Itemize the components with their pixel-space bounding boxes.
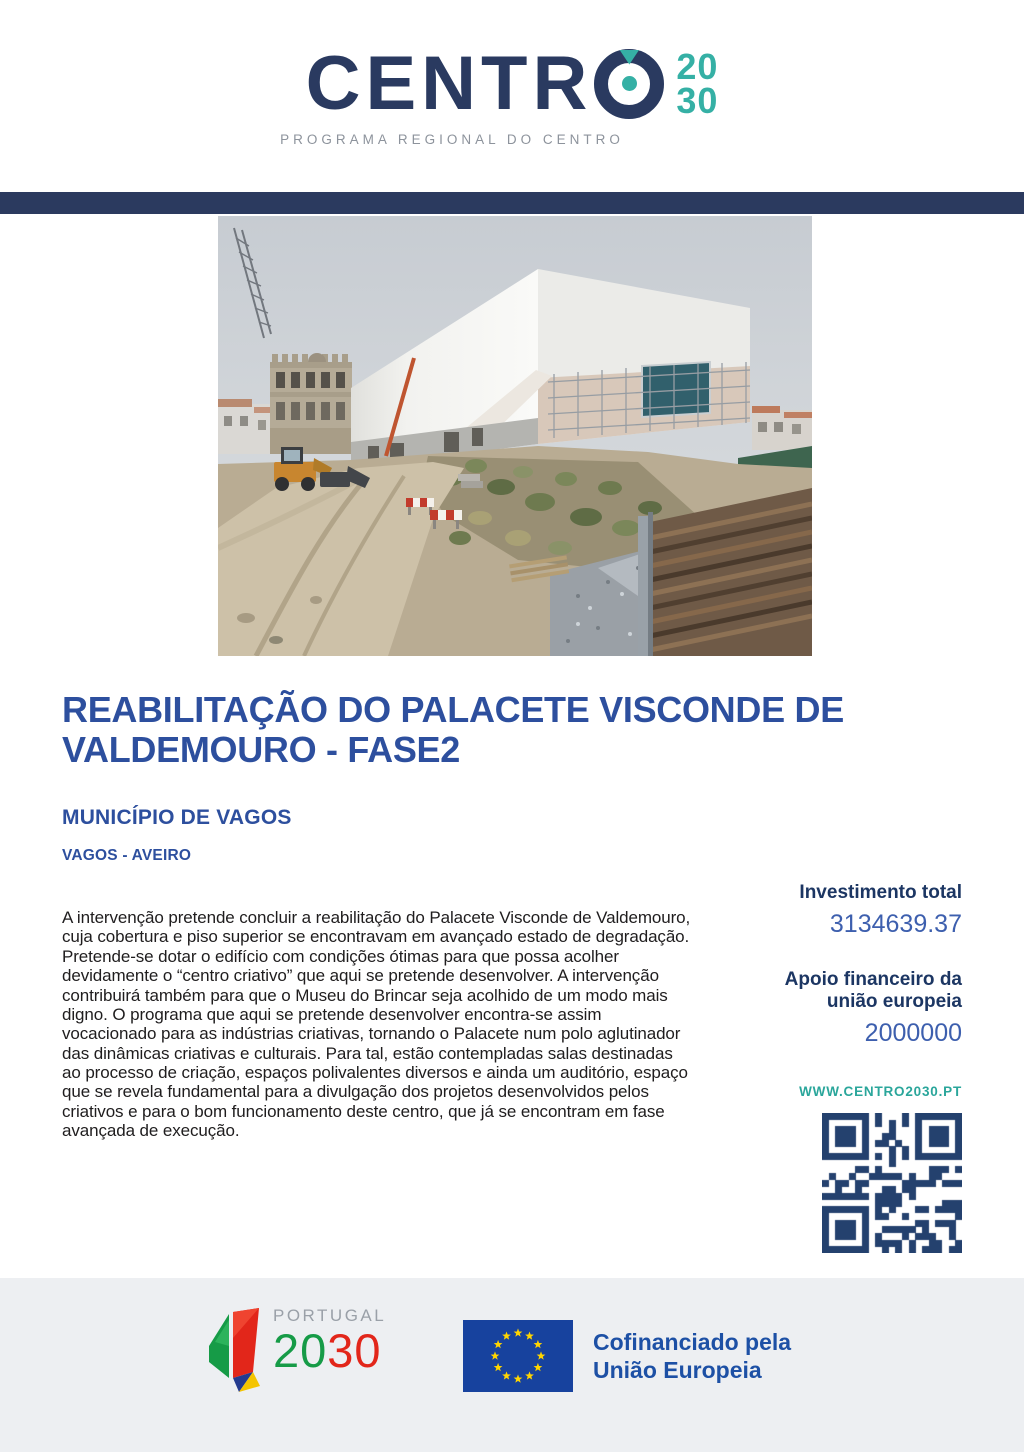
centro2030-logo	[305, 40, 719, 126]
logo-o-wedge-icon	[619, 50, 639, 65]
eu-support-label: Apoio financeiro da união europeia	[784, 969, 962, 1012]
website-link[interactable]: WWW.CENTRO2030.PT	[799, 1083, 962, 1099]
project-photo	[218, 216, 812, 656]
eu-cofinancing	[463, 1320, 813, 1392]
palacete-ruin	[270, 353, 352, 454]
eu-cofinancing-label: Cofinanciado pela União Europeia	[593, 1328, 792, 1383]
logo-o-dot-icon	[622, 76, 637, 91]
logo-wordmark: CENTR	[305, 40, 593, 126]
header	[0, 0, 1024, 192]
portugal-year-30: 30	[327, 1324, 382, 1377]
footer	[0, 1278, 1024, 1452]
investment-label: Investimento total	[799, 882, 962, 903]
eu-support-value: 2000000	[864, 1018, 962, 1047]
logo-years	[676, 46, 719, 121]
portugal2030-mark-icon	[205, 1306, 261, 1398]
eu-flag-icon	[463, 1320, 573, 1392]
logo-tagline: PROGRAMA REGIONAL DO CENTRO	[280, 131, 624, 147]
funding-sidebar	[682, 882, 962, 1253]
project-title: REABILITAÇÃO DO PALACETE VISCONDE DE VALDEMOURO - FASE2	[62, 689, 844, 771]
portugal-year-20: 20	[273, 1324, 328, 1377]
logo-o-ring-icon	[594, 49, 664, 119]
qr-code	[822, 1113, 962, 1253]
investment-value: 3134639.37	[829, 910, 962, 939]
beneficiary: MUNICÍPIO DE VAGOS	[62, 806, 292, 829]
divider-bar	[0, 192, 1024, 214]
portugal-year	[273, 1326, 386, 1375]
portugal2030-logo	[205, 1306, 386, 1398]
portugal-label: PORTUGAL	[273, 1306, 387, 1325]
logo-year-top: 20	[676, 46, 719, 88]
main-content	[0, 214, 1024, 1278]
project-description: A intervenção pretende concluir a reabilitação do Palacete Visconde de Valdemouro, cuja cobertura e piso superior se encontravam em avançado estado de degradação. Pretende-se dotar o edifício com condições ótimas para que possa acolher devidamente o “centro criativo” que aqui se pretende desenvolver. A intervenção contribuirá também para que o Museu do Brincar seja acolhido de um modo mais digno. O programa que aqui se pretende desenvolver encontra-se assim vocacionado para as indústrias criativas, tornando o Palacete num polo aglutinador das dinâmicas criativas e culturais. Para tal, estão contempladas salas destinadas ao processo de criação, espaços polivalentes diversos e ainda um auditório, espaço que se revela fundamental para a divulgação dos projetos desenvolvidos pelos criativos e para o bom funcionamento deste centro, que já se encontram em fase avançada de execução.	[62, 908, 691, 1141]
logo-year-bottom: 30	[676, 79, 719, 121]
location: VAGOS - AVEIRO	[62, 847, 192, 864]
